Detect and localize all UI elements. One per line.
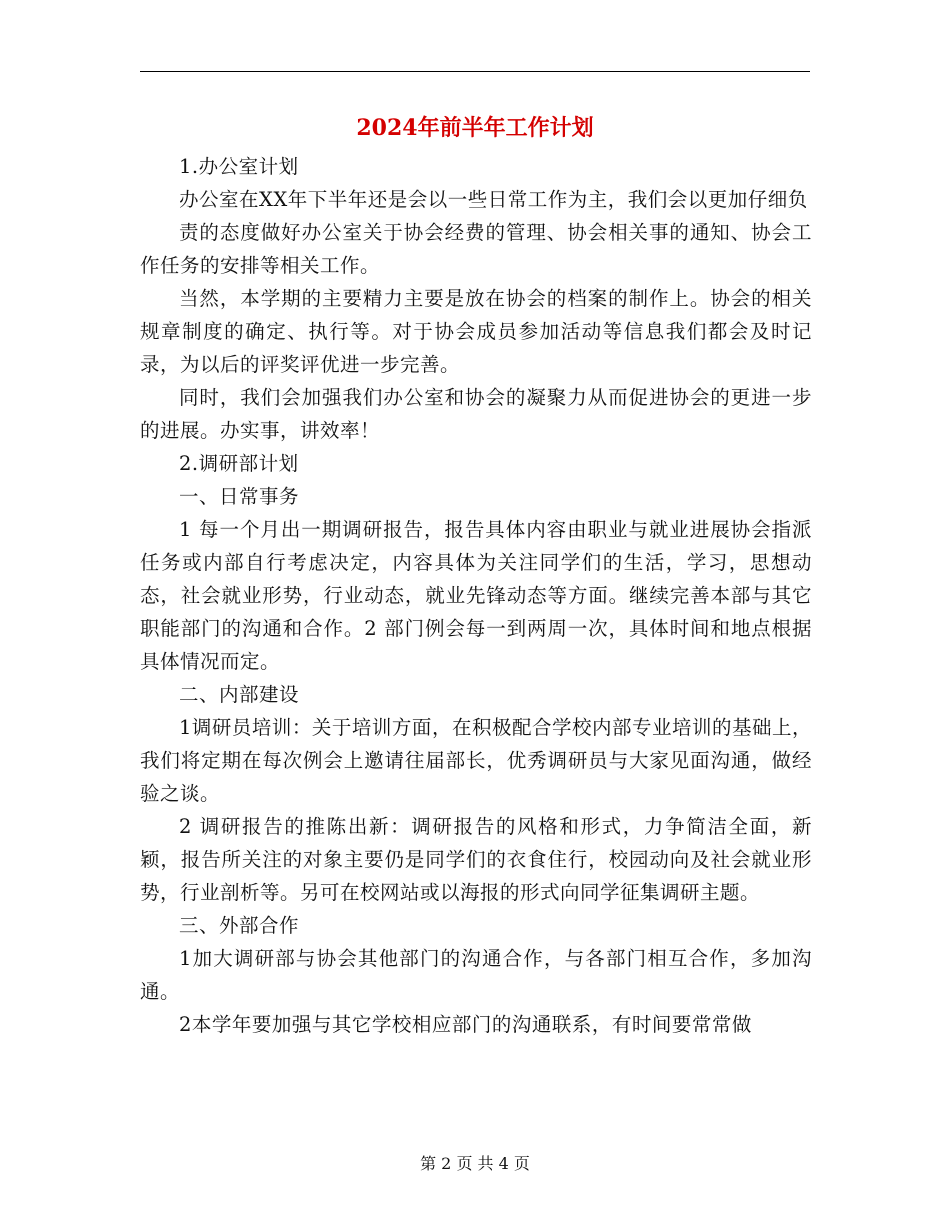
paragraph: 2本学年要加强与其它学校相应部门的沟通联系，有时间要常常做 bbox=[179, 1013, 752, 1036]
paragraph: 二、内部建设 bbox=[179, 683, 300, 706]
paragraph: 一、日常事务 bbox=[179, 485, 300, 508]
paragraph: 同时，我们会加强我们办公室和协会的凝聚力从而促进协会的更进一步的进展。办实事，讲效率！ bbox=[140, 386, 812, 442]
page-number: 第 2 页 共 4 页 bbox=[420, 1154, 530, 1173]
paragraph: 1 每一个月出一期调研报告，报告具体内容由职业与就业进展协会指派任务或内部自行考虑决定，内容具体为关注同学们的生活，学习，思想动态，社会就业形势，行业动态，就业先锋动态等方面。继续完善本部与其它职能部门的沟通和合作。2 部门例会每一到两周一次，具体时间和地点根据具体情况而定。 bbox=[140, 518, 812, 673]
document-body bbox=[140, 150, 812, 1041]
paragraph: 三、外部合作 bbox=[179, 914, 300, 937]
paragraph: 办公室在XX年下半年还是会以一些日常工作为主，我们会以更加仔细负 bbox=[179, 188, 808, 211]
paragraph: 1调研员培训：关于培训方面，在积极配合学校内部专业培训的基础上，我们将定期在每次例会上邀请往届部长，优秀调研员与大家见面沟通，做经验之谈。 bbox=[140, 716, 812, 805]
paragraph: 责的态度做好办公室关于协会经费的管理、协会相关事的通知、协会工作任务的安排等相关工作。 bbox=[140, 221, 812, 277]
paragraph: 当然，本学期的主要精力主要是放在协会的档案的制作上。协会的相关规章制度的确定、执行等。对于协会成员参加活动等信息我们都会及时记录，为以后的评奖评优进一步完善。 bbox=[140, 287, 812, 376]
paragraph: 1加大调研部与协会其他部门的沟通合作，与各部门相互合作，多加沟通。 bbox=[140, 947, 812, 1003]
paragraph: 2 调研报告的推陈出新：调研报告的风格和形式，力争简洁全面，新颖，报告所关注的对象主要仍是同学们的衣食住行，校园动向及社会就业形势，行业剖析等。另可在校网站或以海报的形式向同学征集调研主题。 bbox=[140, 815, 812, 904]
document-title: 2024年前半年工作计划 bbox=[356, 115, 594, 141]
paragraph: 1.办公室计划 bbox=[179, 155, 299, 178]
paragraph: 2.调研部计划 bbox=[179, 452, 299, 475]
header-rule bbox=[140, 71, 810, 72]
